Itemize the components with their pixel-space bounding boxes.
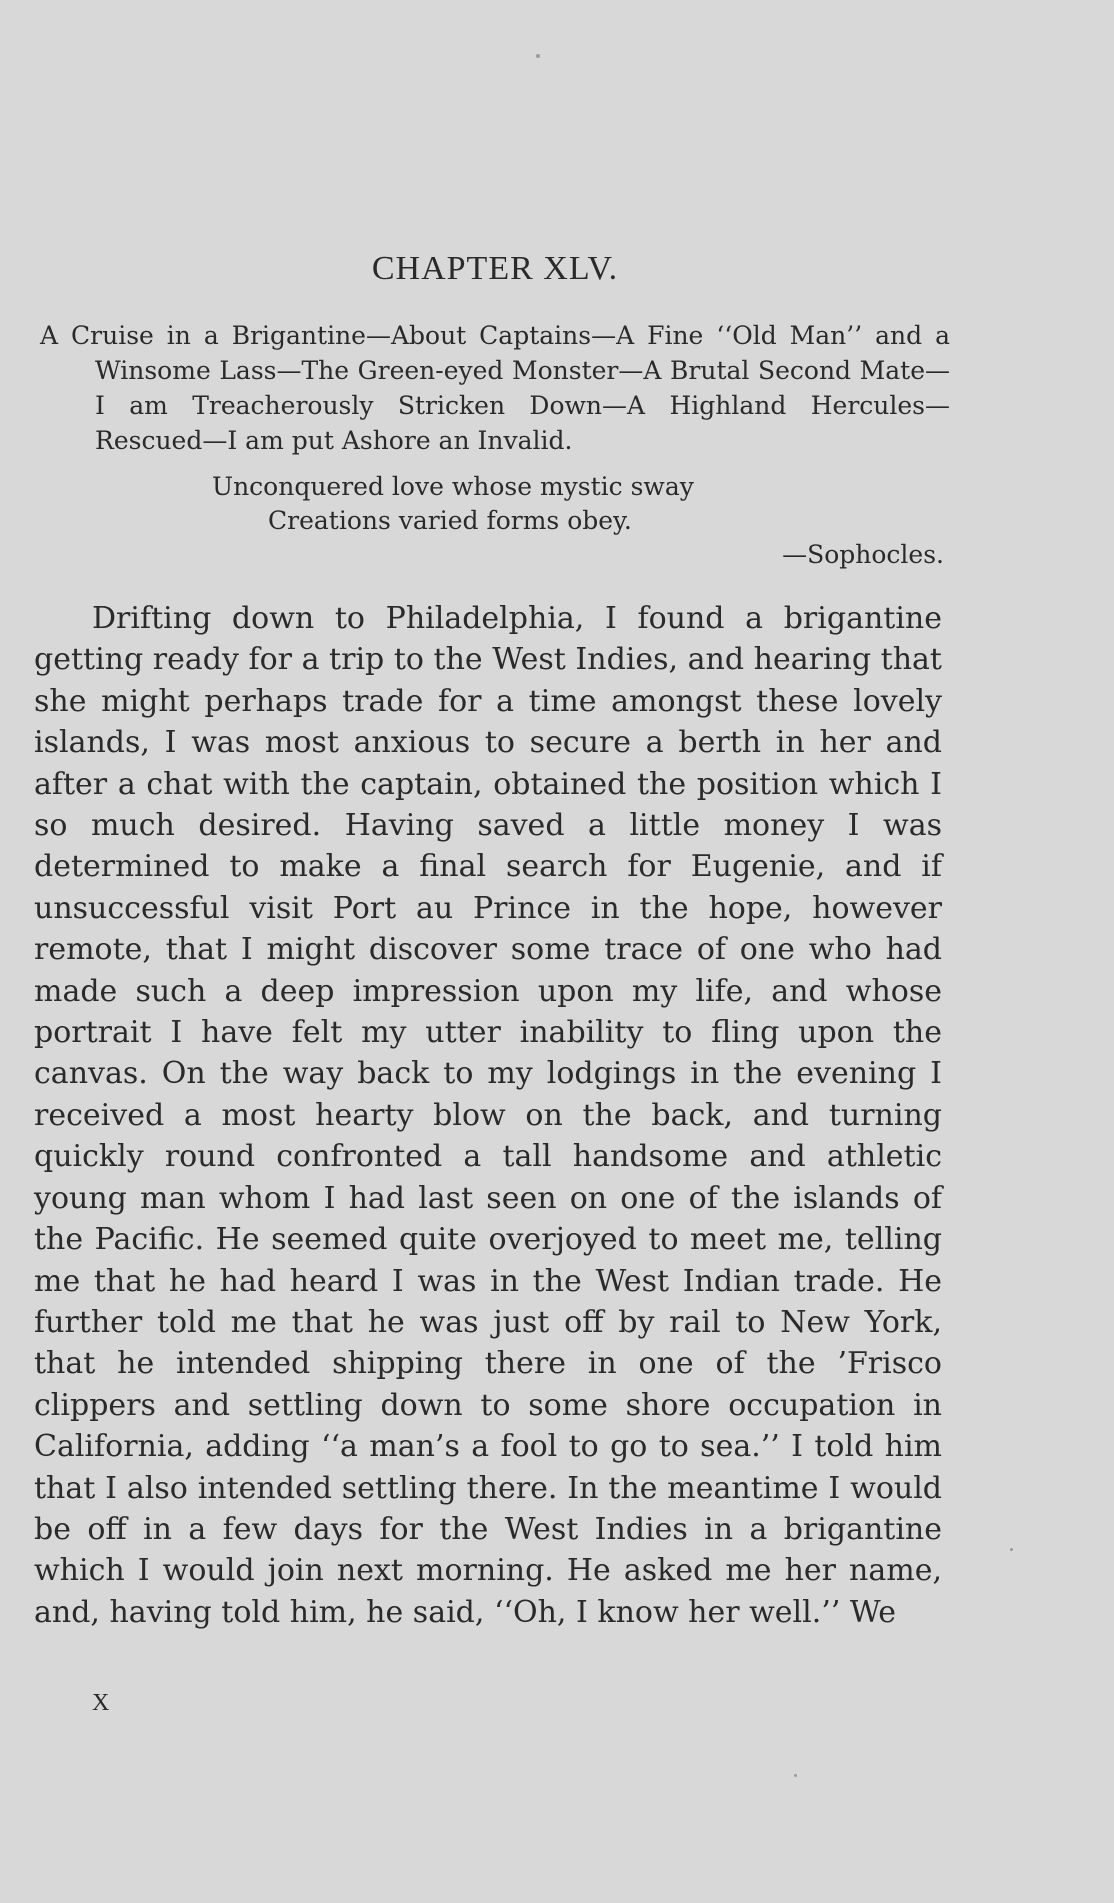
paper-speck — [794, 1774, 797, 1777]
epigraph-line-2: Creations varied forms obey. — [268, 506, 632, 535]
epigraph-attribution: —Sophocles. — [782, 540, 944, 569]
epigraph-line-1: Unconquered love whose mystic sway — [212, 472, 694, 501]
paper-speck — [536, 54, 540, 58]
chapter-synopsis: A Cruise in a Brigantine—About Captains—A Fine ‘‘Old Man’’ and a Winsome Lass—The Green-eyed Monster—A Brutal Second Mate—I am Treacherously Stricken Down—A Highland Hercules—Rescued—I am put Ashore an Invalid. — [40, 321, 950, 455]
chapter-title: CHAPTER XLV. — [371, 250, 619, 287]
paper-speck — [1010, 1548, 1013, 1551]
signature-mark: X — [92, 1690, 110, 1716]
body-paragraph: Drifting down to Philadelphia, I found a brigantine getting ready for a trip to the West Indies, and hearing that she might perhaps trade for a time amongst these lovely islands, I was most anxious to secure a berth in her and after a chat with the captain, obtained the position which I so much desired. Having saved a little money I was determined to make a final search for Eugenie, and if unsuccessful visit Port au Prince in the hope, however remote, that I might discover some trace of one who had made such a deep impression upon my life, and whose portrait I have felt my utter inability to fling upon the canvas. On the way back to my lodgings in the evening I received a most hearty blow on the back, and turning quickly round confronted a tall handsome and athletic young man whom I had last seen on one of the islands of the Pacific. He seemed quite overjoyed to meet me, telling me that he had heard I was in the West Indian trade. He further told me that he was just off by rail to New York, that he intended shipping there in one of the ’Frisco clippers and settling down to some shore occupation in California, adding ‘‘a man’s a fool to go to sea.’’ I told him that I also intended settling there. In the meantime I would be off in a few days for the West Indies in a brigantine which I would join next morning. He asked me her name, and, having told him, he said, ‘‘Oh, I know her well.’’ We — [34, 601, 942, 1630]
